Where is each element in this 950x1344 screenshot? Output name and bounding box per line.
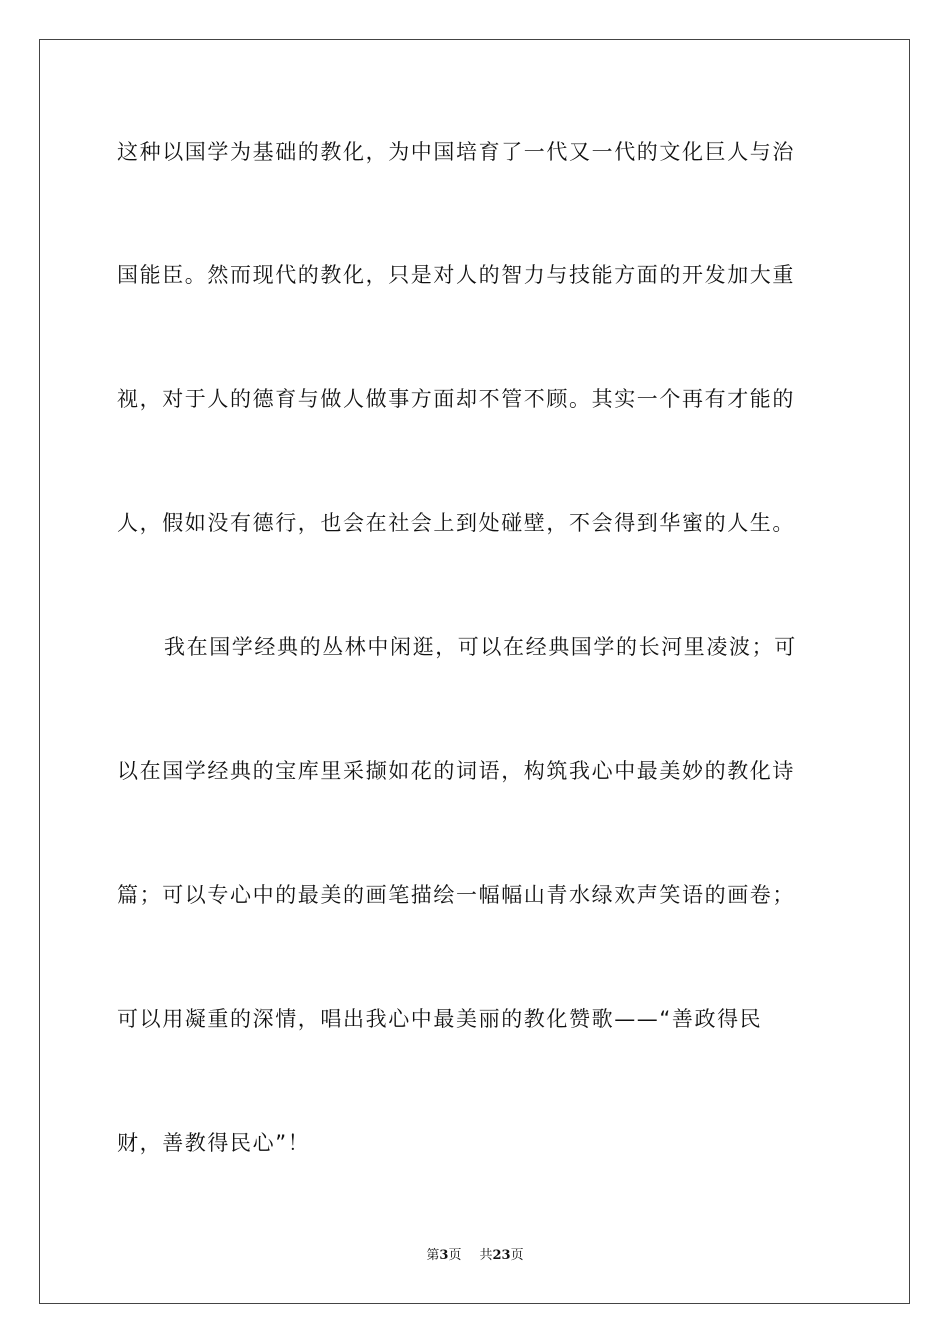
text-line-4: 人，假如没有德行，也会在社会上到处碰壁，不会得到华蜜的人生。 — [117, 511, 795, 535]
total-prefix: 共 — [479, 1248, 493, 1263]
text-line-8: 可以用凝重的深情，唱出我心中最美丽的教化赞歌——“善政得民 — [117, 1007, 763, 1031]
page-prefix: 第 — [426, 1248, 440, 1263]
page-suffix: 页 — [448, 1248, 462, 1263]
text-line-9: 财，善教得民心”！ — [117, 1131, 311, 1155]
total-suffix: 页 — [510, 1248, 524, 1263]
paragraph-indent-line: 我在国学经典的丛林中闲逛，可以在经典国学的长河里凌波；可 — [164, 635, 797, 659]
total-pages: 23 — [492, 1248, 511, 1263]
text-line-6: 以在国学经典的宝库里采撷如花的词语，构筑我心中最美妙的教化诗 — [117, 759, 795, 783]
text-line-1: 这种以国学为基础的教化，为中国培育了一代又一代的文化巨人与治 — [117, 140, 795, 164]
page-border — [39, 39, 910, 1304]
text-line-2: 国能臣。然而现代的教化，只是对人的智力与技能方面的开发加大重 — [117, 263, 795, 287]
text-line-3: 视，对于人的德育与做人做事方面却不管不顾。其实一个再有才能的 — [117, 387, 795, 411]
page-footer — [0, 1246, 950, 1266]
text-line-7: 篇；可以专心中的最美的画笔描绘一幅幅山青水绿欢声笑语的画卷； — [117, 883, 795, 907]
page-number: 3 — [439, 1248, 449, 1263]
